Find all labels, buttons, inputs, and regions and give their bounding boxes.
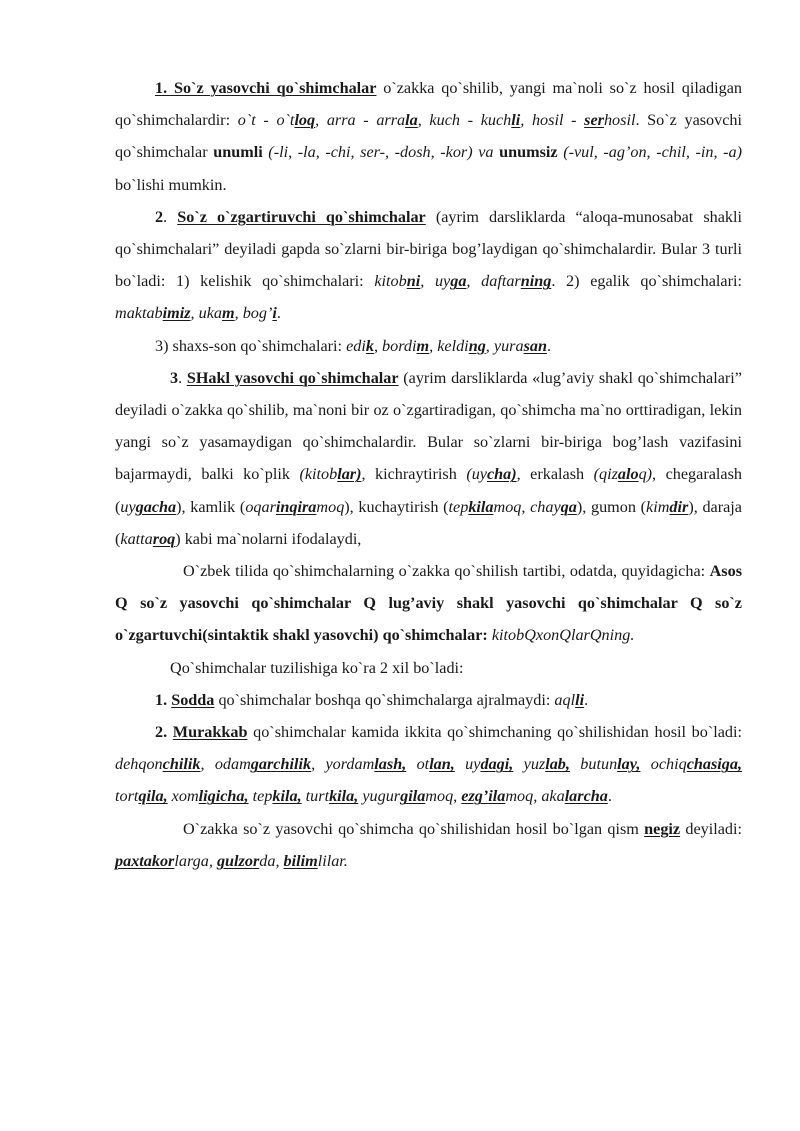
paragraph-compound-suffixes: 2. Murakkab qo`shimchalar kamida ikkita qo`shimchaning qo`shilishidan hosil bo`ladi: dehqonchilik, odamgarchilik, yordamlash, otlan, uydagi, yuzlab, butunlay, ochiqchasiga, tortqila, xomligicha, tepkila, turtkila, yugurgilamoq, ezg’ilamoq, akalarcha. <box>115 723 743 806</box>
paragraph-person-number-suffixes: 3) shaxs-son qo`shimchalari: edik, bordim, kelding, yurasan. <box>155 336 552 355</box>
term-unumli: unumli <box>213 143 263 162</box>
paragraph-negiz: O`zakka so`z yasovchi qo`shimcha qo`shilishidan hosil bo`lgan qism negiz deyiladi: paxtakorlarga, gulzorda, bilimlilar. <box>115 819 742 870</box>
heading-word-changing-suffixes: So`z o`zgartiruvchi qo`shimchalar <box>177 207 426 226</box>
paragraph-suffix-order: O`zbek tilida qo`shimchalarning o`zakka qo`shilish tartibi, odatda, quyidagicha: Asos Q so`z yasovchi qo`shimchalar Q lug’aviy shakl yasovchi qo`shimchalar Q so`z o`zgartuvchi(sintaktik shakl yasovchi) qo`shimchalar: kitobQxonQlarQning. <box>115 562 742 645</box>
term-sodda: Sodda <box>171 690 215 709</box>
term-negiz: negiz <box>644 819 681 838</box>
heading-word-forming-suffixes: 1. So`z yasovchi qo`shimchalar <box>155 79 377 97</box>
term-unumsiz: unumsiz <box>499 143 558 162</box>
paragraph-simple-suffixes: 1. Sodda qo`shimchalar boshqa qo`shimchalarga ajralmaydi: aqlli. <box>155 690 589 709</box>
heading-form-building-suffixes: SHakl yasovchi qo`shimchalar <box>186 368 399 387</box>
suffix-order-example: kitobQxonQlarQning. <box>491 626 635 645</box>
paragraph-word-forming-suffixes: 1. So`z yasovchi qo`shimchalar o`zakka qo`shilib, yangi ma`noli so`z hosil qiladigan qo`shimchalardir: o`t - o`tloq, arra - arrala, kuch - kuchli, hosil - serhosil. So`z yasovchi qo`shimchalar unumli (-li, -la, -chi, ser-, -dosh, -kor) va unumsiz (-vul, -ag’on, -chil, -in, -a) bo`lishi mumkin. <box>115 79 743 194</box>
term-murakkab: Murakkab <box>172 723 248 742</box>
paragraph-word-changing-suffixes: 2. So`z o`zgartiruvchi qo`shimchalar (ayrim darsliklarda “aloqa-munosabat shakli qo`shimchalari” deyiladi gapda so`zlarni bir-biriga bog’laydigan qo`shimchalardir. Bular 3 turli bo`ladi: 1) kelishik qo`shimchalari: kitobni, uyga, daftarning. 2) egalik qo`shimchalari: maktabimiz, ukam, bog’i. <box>115 207 742 323</box>
suffix-order-formula: Asos Q so`z yasovchi qo`shimchalar Q lug’aviy shakl yasovchi qo`shimchalar Q so`z o`zgartuvchi(sintaktik shakl yasovchi) qo`shimchalar: <box>115 562 742 645</box>
paragraph-form-building-suffixes: 3. SHakl yasovchi qo`shimchalar (ayrim darsliklarda «lug’aviy shakl qo`shimchalari” deyiladi o`zakka qo`shilib, ma`noni bir oz o`zgartiradigan, qo`shimcha ma`no orttiradigan, lekin yangi so`z yasamaydigan qo`shimchalardir. Bular so`zlarni bir-biriga bog’lash vazifasini bajarmaydi, balki ko`plik (kitoblar), kichraytirish (uycha), erkalash (qizaloq), chegaralash (uygacha), kamlik (oqarinqiramoq), kuchaytirish (tepkilamoq, chayqa), gumon (kimdir), daraja (kattaroq) kabi ma`nolarni ifodalaydi, <box>115 368 742 548</box>
paragraph-suffix-structure: Qo`shimchalar tuzilishiga ko`ra 2 xil bo`ladi: <box>170 658 464 677</box>
